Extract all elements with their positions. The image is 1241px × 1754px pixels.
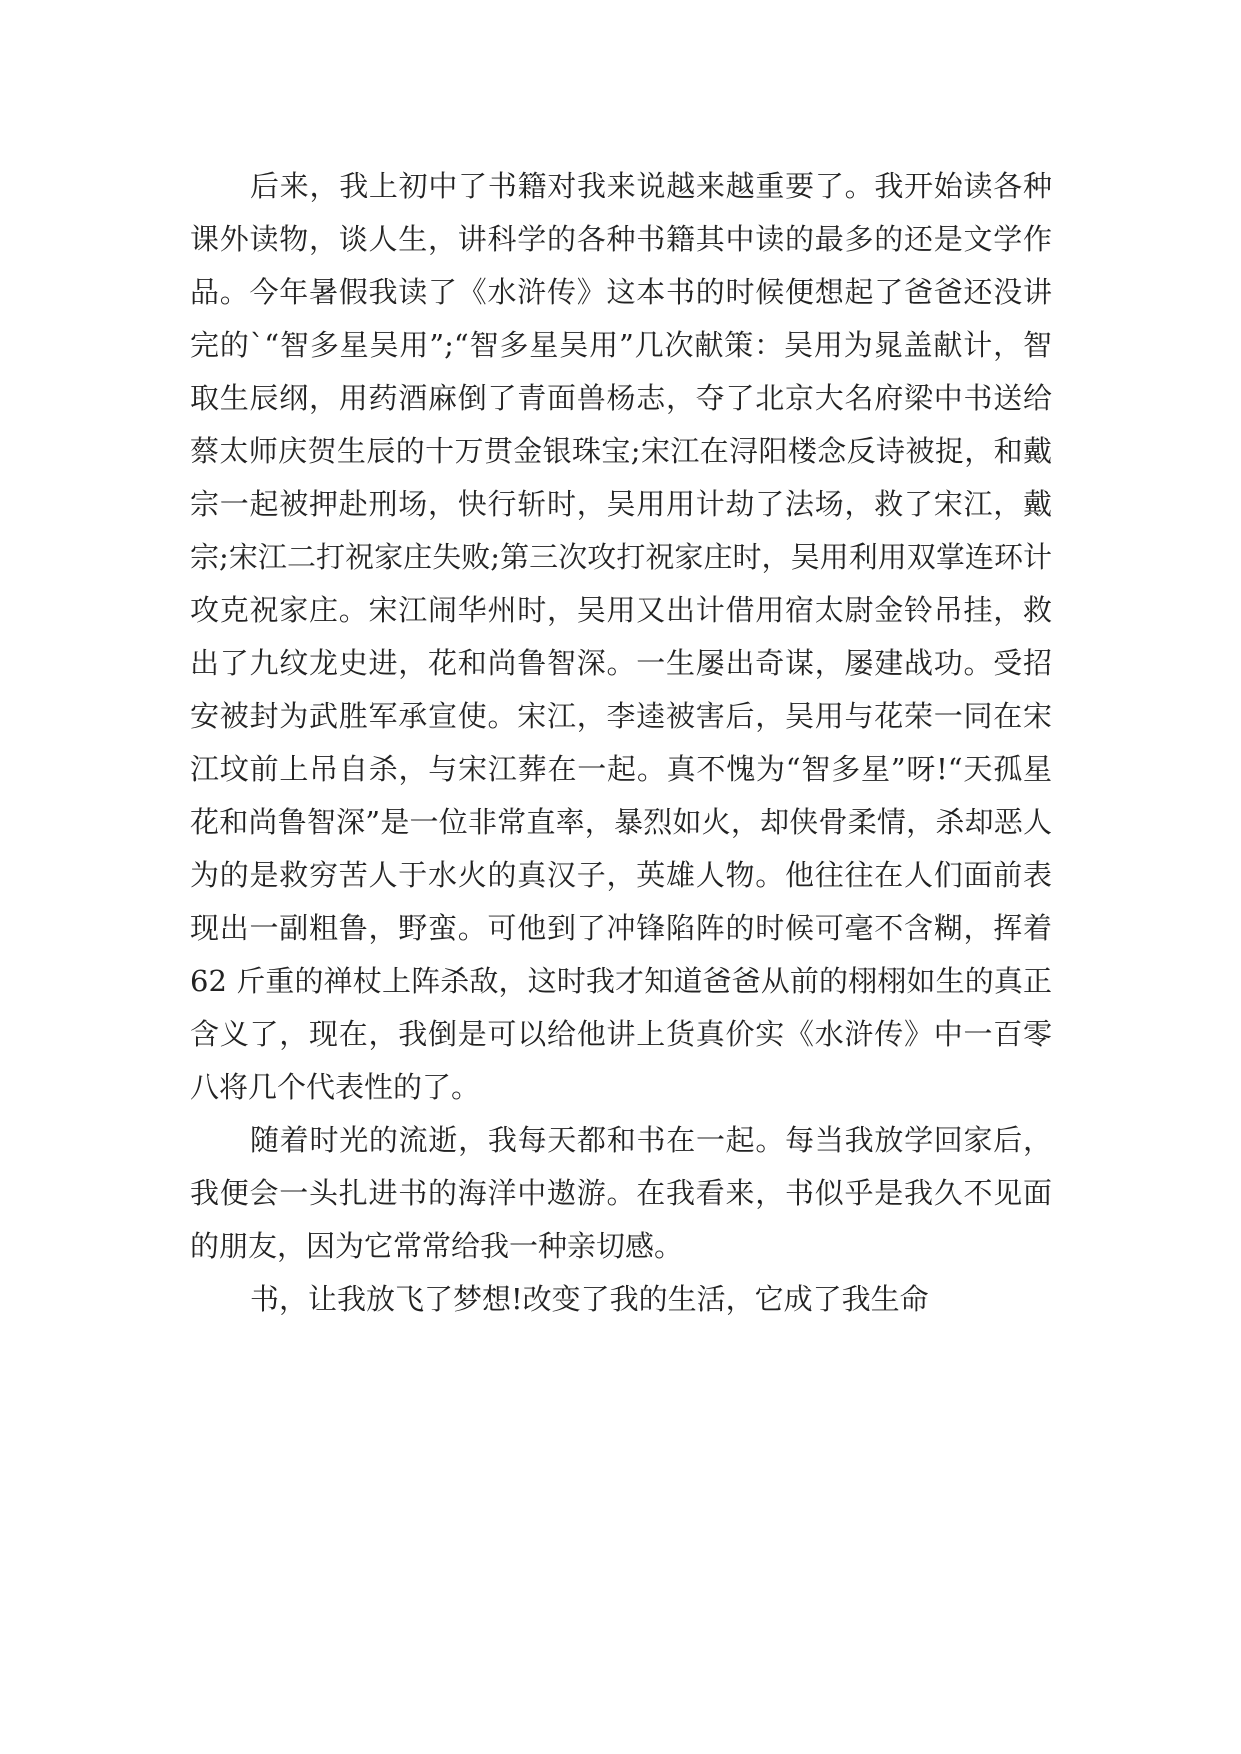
- paragraph-1: 后来，我上初中了书籍对我来说越来越重要了。我开始读各种课外读物，谈人生，讲科学的各种书籍其中读的最多的还是文学作品。今年暑假我读了《水浒传》这本书的时候便想起了爸爸还没讲完的`“智多星吴用”;“智多星吴用”几次献策：吴用为晁盖献计，智取生辰纲，用药酒麻倒了青面兽杨志，夺了北京大名府梁中书送给蔡太师庆贺生辰的十万贯金银珠宝;宋江在浔阳楼念反诗被捉，和戴宗一起被押赴刑场，快行斩时，吴用用计劫了法场，救了宋江，戴宗;宋江二打祝家庄失败;第三次攻打祝家庄时，吴用利用双掌连环计攻克祝家庄。宋江闹华州时，吴用又出计借用宿太尉金铃吊挂，救出了九纹龙史进，花和尚鲁智深。一生屡出奇谋，屡建战功。受招安被封为武胜军承宣使。宋江，李逵被害后，吴用与花荣一同在宋江坟前上吊自杀，与宋江葬在一起。真不愧为“智多星”呀!“天孤星花和尚鲁智深”是一位非常直率，暴烈如火，却侠骨柔情，杀却恶人为的是救穷苦人于水火的真汉子，英雄人物。他往往在人们面前表现出一副粗鲁，野蛮。可他到了冲锋陷阵的时候可毫不含糊，挥着 62 斤重的禅杖上阵杀敌，这时我才知道爸爸从前的栩栩如生的真正含义了，现在，我倒是可以给他讲上货真价实《水浒传》中一百零八将几个代表性的了。: [190, 169, 1052, 1104]
- paragraph-2: 随着时光的流逝，我每天都和书在一起。每当我放学回家后，我便会一头扎进书的海洋中遨游。在我看来，书似乎是我久不见面的朋友，因为它常常给我一种亲切感。: [190, 1123, 1052, 1263]
- paragraph-3: 书，让我放飞了梦想!改变了我的生活，它成了我生命: [250, 1282, 929, 1316]
- document-body: [190, 160, 1052, 1326]
